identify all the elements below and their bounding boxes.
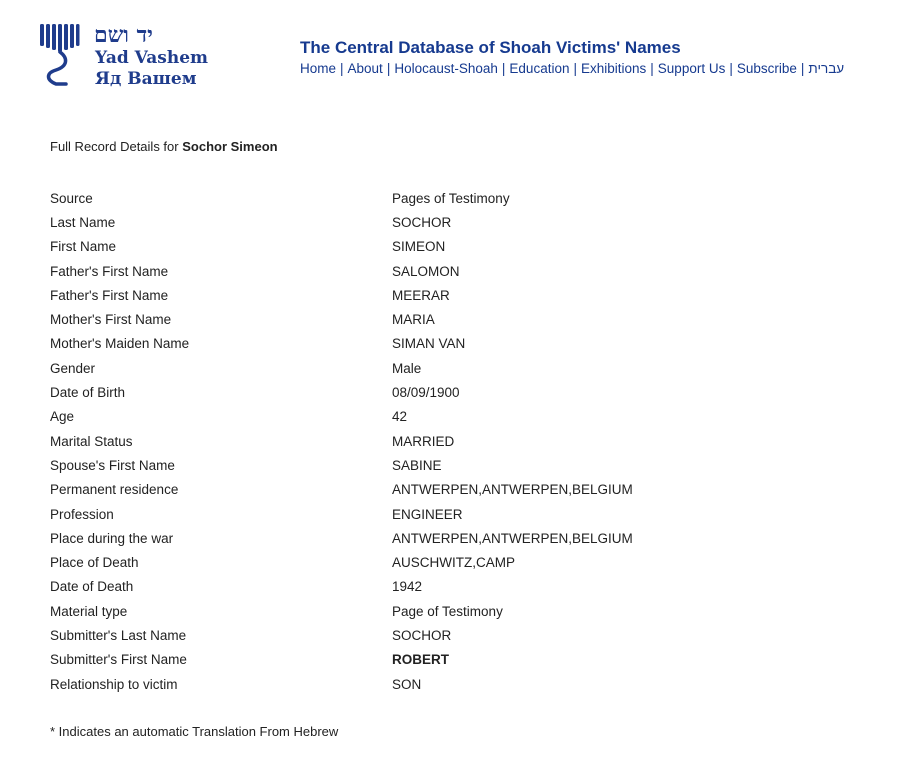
field-value: 1942 [392,579,423,595]
record-heading-prefix: Full Record Details for [50,139,179,154]
nav-separator: | [573,61,577,76]
field-label: Profession [50,506,114,522]
record-row [50,526,750,550]
field-value: ANTWERPEN,ANTWERPEN,BELGIUM [392,530,633,546]
field-value: SIMAN VAN [392,336,466,352]
field-label: Father's First Name [50,263,169,279]
record-row [50,186,750,210]
menorah-icon [38,22,80,86]
nav-separator: | [501,61,506,76]
record-row [50,429,750,453]
field-label: First Name [50,239,117,255]
yad-vashem-logo[interactable] [38,22,208,92]
field-label: Mother's Maiden Name [50,336,190,352]
record-row [50,672,750,696]
field-value: Pages of Testimony [392,190,510,206]
field-value: SON [392,676,422,692]
nav-link-8[interactable]: עברית [808,61,845,76]
field-value: SIMEON [392,239,446,255]
record-heading [50,139,278,154]
record-row [50,453,750,477]
logo-hebrew-text: יד ושם [94,22,153,48]
field-label: Permanent residence [50,482,179,498]
field-value: 42 [392,409,408,425]
nav-separator: | [650,61,654,76]
field-label: Relationship to victim [50,676,178,692]
field-label: Date of Death [50,579,134,595]
field-label: Source [50,190,93,206]
record-details-table [50,186,750,696]
record-row [50,356,750,380]
record-row [50,283,750,307]
record-row [50,478,750,502]
nav-link-5[interactable]: Exhibitions [580,61,647,76]
record-row [50,623,750,647]
field-label: Spouse's First Name [50,457,175,473]
record-row [50,380,750,404]
nav-separator: | [800,61,805,76]
field-label: Material type [50,603,128,619]
nav-link-2[interactable]: About [347,61,383,76]
record-row [50,405,750,429]
top-navigation [300,61,844,76]
nav-separator: | [729,61,733,76]
field-label: Mother's First Name [50,312,172,328]
field-value: MEERAR [392,287,450,303]
site-header [0,0,900,110]
record-row [50,332,750,356]
field-label: Age [50,409,75,425]
nav-separator: | [340,61,344,76]
field-label: Submitter's First Name [50,652,187,668]
field-label: Place during the war [50,530,174,546]
record-row [50,648,750,672]
field-label: Marital Status [50,433,133,449]
translation-footnote: * Indicates an automatic Translation From Hebrew [50,724,339,739]
nav-link-3[interactable]: Holocaust-Shoah [394,61,498,76]
field-value: SOCHOR [392,214,452,230]
field-value: Male [392,360,422,376]
record-row [50,502,750,526]
field-value: SOCHOR [392,627,452,643]
record-row [50,550,750,574]
field-value: ROBERT [392,652,449,668]
field-value: SALOMON [392,263,460,279]
field-label: Submitter's Last Name [50,627,187,643]
record-row [50,235,750,259]
logo-english-text: Yad Vashem [95,48,209,68]
field-label: Last Name [50,214,116,230]
record-row [50,599,750,623]
field-value: ANTWERPEN,ANTWERPEN,BELGIUM [392,482,633,498]
field-label: Date of Birth [50,385,126,401]
field-value: SABINE [392,457,442,473]
field-value: MARRIED [392,433,455,449]
field-label: Father's First Name [50,287,169,303]
record-row [50,575,750,599]
record-row [50,307,750,331]
field-label: Place of Death [50,555,139,571]
nav-link-7[interactable]: Subscribe [736,61,797,76]
field-value: 08/09/1900 [392,385,460,401]
nav-separator: | [386,61,391,76]
nav-link-1[interactable]: Home [300,61,337,76]
logo-russian-text: Яд Вашем [95,69,197,89]
nav-link-4[interactable]: Education [509,61,570,76]
field-value: MARIA [392,312,435,328]
field-value: Page of Testimony [392,603,503,619]
record-row [50,210,750,234]
field-value: ENGINEER [392,506,463,522]
record-heading-name: Sochor Simeon [182,139,278,154]
nav-link-6[interactable]: Support Us [657,61,726,76]
site-title: The Central Database of Shoah Victims' Names [300,38,681,57]
field-label: Gender [50,360,96,376]
field-value: AUSCHWITZ,CAMP [392,555,515,571]
record-row [50,259,750,283]
